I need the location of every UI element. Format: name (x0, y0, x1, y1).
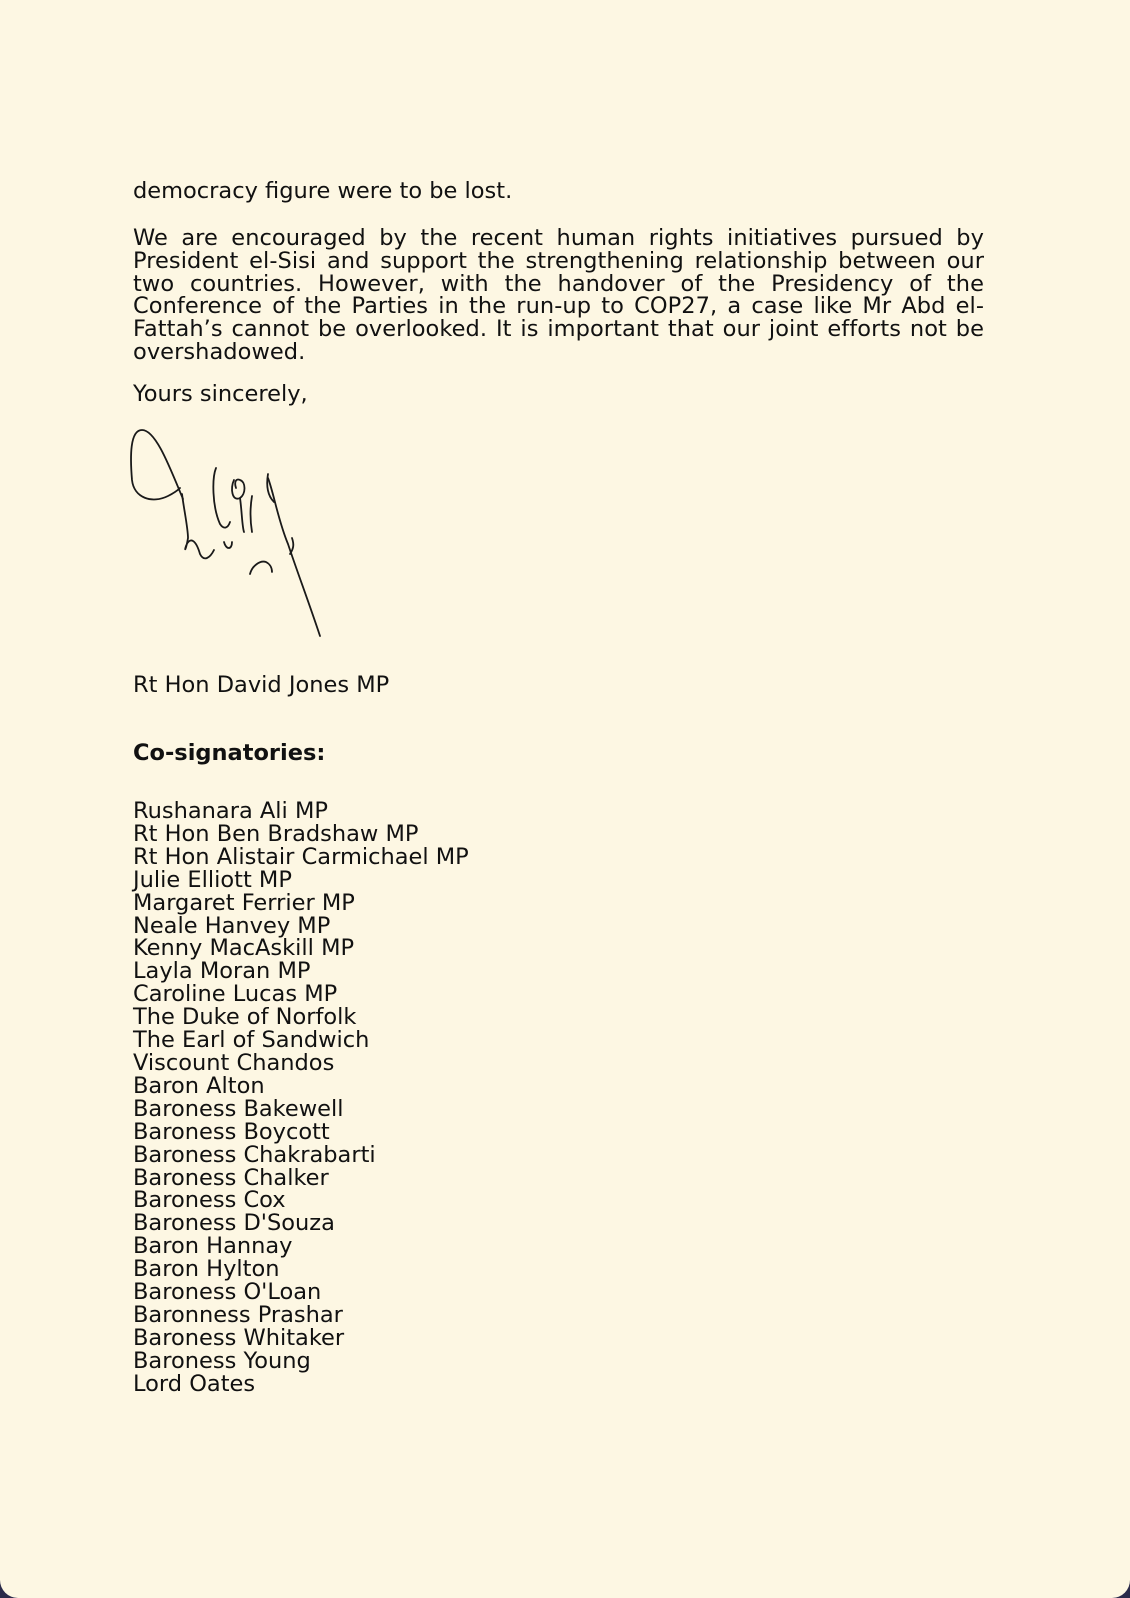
cosignatory-name: Caroline Lucas MP (133, 981, 338, 1008)
cosignatory-name: Lord Oates (133, 1370, 256, 1397)
cosignatory-name: Baroness Chakrabarti (133, 1141, 376, 1168)
cosignatory-list (133, 800, 469, 1396)
cosignatory-name: Baron Hylton (133, 1256, 280, 1283)
cosignatory-name: Baroness Chalker (133, 1164, 329, 1191)
cosignatory-name: Baroness Whitaker (133, 1324, 345, 1351)
cosignatory-name: Rt Hon Ben Bradshaw MP (133, 820, 419, 847)
cosignatory-name: Margaret Ferrier MP (133, 889, 355, 916)
cosignatory-name: Kenny MacAskill MP (133, 935, 355, 962)
cosignatory-name: Baron Hannay (133, 1233, 293, 1260)
signatory-name: Rt Hon David Jones MP (133, 672, 390, 698)
cosignatory-name: Julie Elliott MP (133, 866, 292, 893)
cosignatory-name: Baroness O'Loan (133, 1279, 322, 1306)
cosignatory-name: Baroness D'Souza (133, 1210, 335, 1237)
closing-salutation: Yours sincerely, (133, 381, 308, 407)
cosignatory-name: The Earl of Sandwich (133, 1027, 370, 1054)
cosignatory-name: Neale Hanvey MP (133, 912, 331, 939)
handwritten-signature (128, 428, 338, 653)
cosignatory-name: The Duke of Norfolk (133, 1004, 357, 1031)
cosignatory-name: Layla Moran MP (133, 958, 311, 985)
cosignatory-name: Baroness Young (133, 1347, 311, 1374)
cosignatory-name: Baron Alton (133, 1072, 265, 1099)
cosignatory-name: Rushanara Ali MP (133, 798, 328, 824)
cosignatory-name: Rt Hon Alistair Carmichael MP (133, 843, 469, 870)
body-paragraph: We are encouraged by the recent human rights initiatives pursued by President el-Sisi and support the strengthening relationship between our two countries. However, with the handover of the Presidency of the Conference of the Parties in the run-up to COP27, a case like Mr Abd el-Fattah’s cannot be overlooked. It is important that our joint efforts not be overshadowed. (133, 225, 984, 365)
cosignatory-name: Baroness Bakewell (133, 1095, 344, 1122)
cosignatory-name: Baronness Prashar (133, 1301, 343, 1328)
cosignatory-name: Viscount Chandos (133, 1049, 335, 1076)
cosignatory-name: Baroness Cox (133, 1187, 286, 1214)
cosignatory-name: Baroness Boycott (133, 1118, 330, 1145)
cosignatories-heading: Co-signatories: (133, 740, 326, 766)
continued-text-line: democracy figure were to be lost. (133, 178, 513, 204)
